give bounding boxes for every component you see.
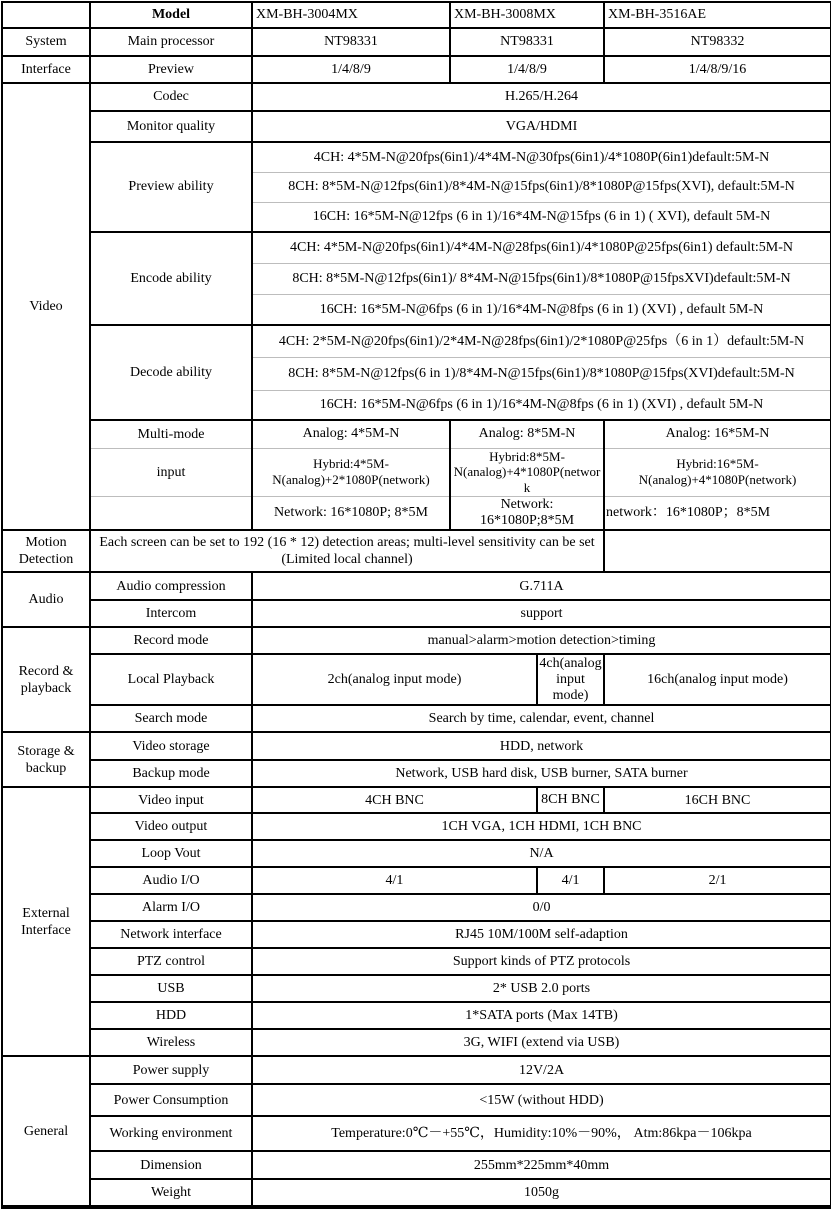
property-hdd: HDD xyxy=(90,1002,252,1029)
main-processor-2: NT98331 xyxy=(450,28,604,56)
section-label-interface: Interface xyxy=(2,56,90,83)
video-storage-value: HDD, network xyxy=(252,732,831,760)
audio-io-2: 4/1 xyxy=(537,867,604,894)
loop-vout-value: N/A xyxy=(252,840,831,867)
row-codec xyxy=(2,83,831,111)
property-ptz-control: PTZ control xyxy=(90,948,252,975)
row-model xyxy=(2,2,831,28)
row-backup-mode xyxy=(2,760,831,787)
audio-io-1: 4/1 xyxy=(252,867,537,894)
property-power-supply: Power supply xyxy=(90,1056,252,1084)
search-mode-value: Search by time, calendar, event, channel xyxy=(252,705,831,732)
decode-ability-4ch: 4CH: 2*5M-N@20fps(6in1)/2*4M-N@28fps(6in1)/2*1080P@25fps（6 in 1）default:5M-N xyxy=(252,325,831,357)
property-power-consumption: Power Consumption xyxy=(90,1084,252,1116)
video-output-value: 1CH VGA, 1CH HDMI, 1CH BNC xyxy=(252,813,831,840)
section-label-system: System xyxy=(2,28,90,56)
property-record-mode: Record mode xyxy=(90,627,252,654)
video-input-3: 16CH BNC xyxy=(604,787,831,813)
preview-3: 1/4/8/9/16 xyxy=(604,56,831,83)
row-local-playback xyxy=(2,654,831,705)
property-multi-mode-input: input xyxy=(90,448,252,497)
working-environment-value: Temperature:0℃－+55℃，Humidity:10%－90%， Atm:86kpa－106kpa xyxy=(252,1116,831,1151)
row-video-storage xyxy=(2,732,831,760)
video-input-1: 4CH BNC xyxy=(252,787,537,813)
section-label-general: General xyxy=(2,1056,90,1207)
video-input-2: 8CH BNC xyxy=(537,787,604,813)
local-playback-1: 2ch(analog input mode) xyxy=(252,654,537,705)
decode-ability-8ch: 8CH: 8*5M-N@12fps(6 in 1)/8*4M-N@15fps(6in1)/8*1080P@15fps(XVI)default:5M-N xyxy=(252,357,831,390)
motion-detection-value: Each screen can be set to 192 (16 * 12) detection areas; multi-level sensitivity can be set (Limited local channel) xyxy=(90,530,604,572)
row-record-mode xyxy=(2,627,831,654)
hdd-value: 1*SATA ports (Max 14TB) xyxy=(252,1002,831,1029)
row-multimode-analog xyxy=(2,420,831,448)
backup-mode-value: Network, USB hard disk, USB burner, SATA burner xyxy=(252,760,831,787)
preview-ability-4ch: 4CH: 4*5M-N@20fps(6in1)/4*4M-N@30fps(6in1)/4*1080P(6in1)default:5M-N xyxy=(252,142,831,172)
multimode-analog-2: Analog: 8*5M-N xyxy=(450,420,604,448)
audio-io-3: 2/1 xyxy=(604,867,831,894)
row-wireless xyxy=(2,1029,831,1056)
weight-value: 1050g xyxy=(252,1179,831,1207)
monitor-quality-value: VGA/HDMI xyxy=(252,111,831,142)
property-audio-io: Audio I/O xyxy=(90,867,252,894)
property-encode-ability: Encode ability xyxy=(90,232,252,325)
row-ptz-control xyxy=(2,948,831,975)
property-video-output: Video output xyxy=(90,813,252,840)
section-label-storage-backup: Storage & backup xyxy=(2,732,90,787)
row-video-input xyxy=(2,787,831,813)
row-working-environment xyxy=(2,1116,831,1151)
property-alarm-io: Alarm I/O xyxy=(90,894,252,921)
row-video-output xyxy=(2,813,831,840)
row-decode-ability-4ch xyxy=(2,325,831,357)
encode-ability-4ch: 4CH: 4*5M-N@20fps(6in1)/4*4M-N@28fps(6in1)/4*1080P@25fps(6in1) default:5M-N xyxy=(252,232,831,263)
encode-ability-8ch: 8CH: 8*5M-N@12fps(6in1)/ 8*4M-N@15fps(6in1)/8*1080P@15fpsXVI)default:5M-N xyxy=(252,263,831,294)
row-hdd xyxy=(2,1002,831,1029)
row-preview xyxy=(2,56,831,83)
property-network-interface: Network interface xyxy=(90,921,252,948)
property-video-storage: Video storage xyxy=(90,732,252,760)
alarm-io-value: 0/0 xyxy=(252,894,831,921)
dimension-value: 255mm*225mm*40mm xyxy=(252,1151,831,1179)
record-mode-value: manual>alarm>motion detection>timing xyxy=(252,627,831,654)
property-usb: USB xyxy=(90,975,252,1002)
property-intercom: Intercom xyxy=(90,600,252,627)
row-usb xyxy=(2,975,831,1002)
model-header-label: Model xyxy=(90,2,252,28)
row-dimension xyxy=(2,1151,831,1179)
local-playback-2: 4ch(analog input mode) xyxy=(537,654,604,705)
property-monitor-quality: Monitor quality xyxy=(90,111,252,142)
network-interface-value: RJ45 10M/100M self-adaption xyxy=(252,921,831,948)
preview-ability-8ch: 8CH: 8*5M-N@12fps(6in1)/8*4M-N@15fps(6in1)/8*1080P@15fps(XVI), default:5M-N xyxy=(252,172,831,202)
property-decode-ability: Decode ability xyxy=(90,325,252,420)
property-preview-ability: Preview ability xyxy=(90,142,252,232)
row-alarm-io xyxy=(2,894,831,921)
property-codec: Codec xyxy=(90,83,252,111)
row-audio-compression xyxy=(2,572,831,600)
property-dimension: Dimension xyxy=(90,1151,252,1179)
ptz-control-value: Support kinds of PTZ protocols xyxy=(252,948,831,975)
cell-blank-header xyxy=(2,2,90,28)
multimode-hybrid-3: Hybrid:16*5M-N(analog)+4*1080P(network) xyxy=(604,448,831,497)
row-intercom xyxy=(2,600,831,627)
row-preview-ability-4ch xyxy=(2,142,831,172)
section-label-record-playback: Record & playback xyxy=(2,627,90,732)
wireless-value: 3G, WIFI (extend via USB) xyxy=(252,1029,831,1056)
row-multimode-network xyxy=(2,497,831,531)
property-video-input: Video input xyxy=(90,787,252,813)
preview-2: 1/4/8/9 xyxy=(450,56,604,83)
property-preview: Preview xyxy=(90,56,252,83)
preview-ability-16ch: 16CH: 16*5M-N@12fps (6 in 1)/16*4M-N@15fps (6 in 1) ( XVI), default 5M-N xyxy=(252,202,831,232)
row-loop-vout xyxy=(2,840,831,867)
codec-value: H.265/H.264 xyxy=(252,83,831,111)
multimode-network-1: Network: 16*1080P; 8*5M xyxy=(252,497,450,531)
property-wireless: Wireless xyxy=(90,1029,252,1056)
property-main-processor: Main processor xyxy=(90,28,252,56)
main-processor-3: NT98332 xyxy=(604,28,831,56)
property-working-environment: Working environment xyxy=(90,1116,252,1151)
section-label-audio: Audio xyxy=(2,572,90,627)
row-monitor-quality xyxy=(2,111,831,142)
model-name-3: XM-BH-3516AE xyxy=(604,2,831,28)
usb-value: 2* USB 2.0 ports xyxy=(252,975,831,1002)
power-consumption-value: <15W (without HDD) xyxy=(252,1084,831,1116)
section-label-video: Video xyxy=(2,83,90,530)
row-main-processor xyxy=(2,28,831,56)
local-playback-3: 16ch(analog input mode) xyxy=(604,654,831,705)
property-weight: Weight xyxy=(90,1179,252,1207)
decode-ability-16ch: 16CH: 16*5M-N@6fps (6 in 1)/16*4M-N@8fps (6 in 1) (XVI) , default 5M-N xyxy=(252,390,831,420)
preview-1: 1/4/8/9 xyxy=(252,56,450,83)
property-multi-mode-blank xyxy=(90,497,252,531)
row-network-interface xyxy=(2,921,831,948)
property-local-playback: Local Playback xyxy=(90,654,252,705)
model-name-1: XM-BH-3004MX xyxy=(252,2,450,28)
spec-table xyxy=(1,1,831,1209)
multimode-analog-3: Analog: 16*5M-N xyxy=(604,420,831,448)
row-power-supply xyxy=(2,1056,831,1084)
multimode-network-2: Network: 16*1080P;8*5M xyxy=(450,497,604,531)
model-name-2: XM-BH-3008MX xyxy=(450,2,604,28)
property-multi-mode: Multi-mode xyxy=(90,420,252,448)
row-search-mode xyxy=(2,705,831,732)
property-audio-compression: Audio compression xyxy=(90,572,252,600)
section-label-external-interface: External Interface xyxy=(2,787,90,1056)
intercom-value: support xyxy=(252,600,831,627)
row-multimode-hybrid xyxy=(2,448,831,497)
property-backup-mode: Backup mode xyxy=(90,760,252,787)
power-supply-value: 12V/2A xyxy=(252,1056,831,1084)
multimode-hybrid-2: Hybrid:8*5M-N(analog)+4*1080P(network xyxy=(450,448,604,497)
row-weight xyxy=(2,1179,831,1207)
row-motion-detection xyxy=(2,530,831,572)
property-loop-vout: Loop Vout xyxy=(90,840,252,867)
property-motion-detection: Motion Detection xyxy=(2,530,90,572)
property-search-mode: Search mode xyxy=(90,705,252,732)
multimode-hybrid-1: Hybrid:4*5M-N(analog)+2*1080P(network) xyxy=(252,448,450,497)
multimode-analog-1: Analog: 4*5M-N xyxy=(252,420,450,448)
main-processor-1: NT98331 xyxy=(252,28,450,56)
audio-compression-value: G.711A xyxy=(252,572,831,600)
row-power-consumption xyxy=(2,1084,831,1116)
row-encode-ability-4ch xyxy=(2,232,831,263)
multimode-network-3: network：16*1080P；8*5M xyxy=(604,497,831,531)
encode-ability-16ch: 16CH: 16*5M-N@6fps (6 in 1)/16*4M-N@8fps (6 in 1) (XVI) , default 5M-N xyxy=(252,294,831,325)
row-audio-io xyxy=(2,867,831,894)
